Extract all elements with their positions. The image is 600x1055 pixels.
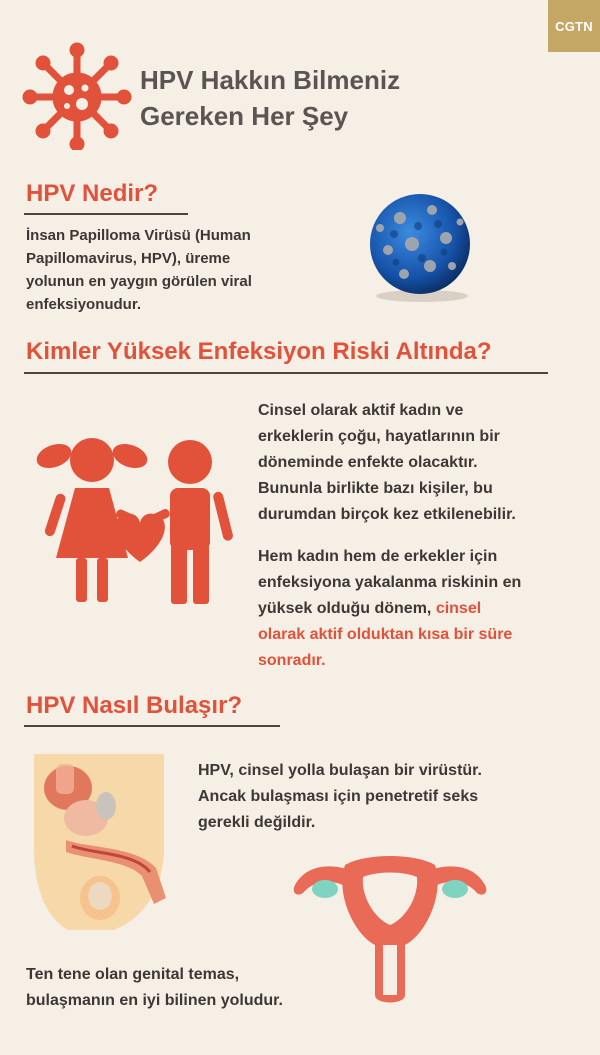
section-heading-transmission: HPV Nasıl Bulaşır? [26,692,243,719]
cgtn-logo: CGTN [548,0,600,52]
hpv-virus-icon [360,188,480,306]
section-text-transmission-1: HPV, cinsel yolla bulaşan bir virüstür. Ancak bulaşması için penetretif seks gerekli değildir. [198,762,482,831]
heading-underline [24,213,188,215]
heading-underline [24,372,548,374]
section-heading-risk: Kimler Yüksek Enfeksiyon Riski Altında? [26,338,492,365]
male-anatomy-icon [26,748,176,938]
virus-icon [22,40,132,150]
section-text-risk-1: Cinsel olarak aktif kadın ve erkeklerin çoğu, hayatlarının bir döneminde enfekte olacaktır. Bununla birlikte bazı kişiler, bu durumdan birçok kez etkilenebilir. [258,402,516,523]
section-text-transmission-2: Ten tene olan genital temas, bulaşmanın en iyi bilinen yoludur. [26,966,283,1009]
page-title: HPV Hakkın Bilmeniz Gereken Her Şey [140,65,401,131]
section-text-risk-2: Hem kadın hem de erkekler için enfeksiyona yakalanma riskinin en yüksek olduğu dönem, cinsel olarak aktif olduktan kısa bir süre sonradır. [258,548,522,669]
uterus-icon [285,845,495,1020]
section-text-what: İnsan Papilloma Virüsü (Human Papillomavirus, HPV), üreme yolunun en yaygın görülen viral enfeksiyonudur. [26,227,252,313]
section-heading-what: HPV Nedir? [26,180,159,207]
heading-underline [24,725,280,727]
girl-boy-heart-icon [30,430,235,610]
